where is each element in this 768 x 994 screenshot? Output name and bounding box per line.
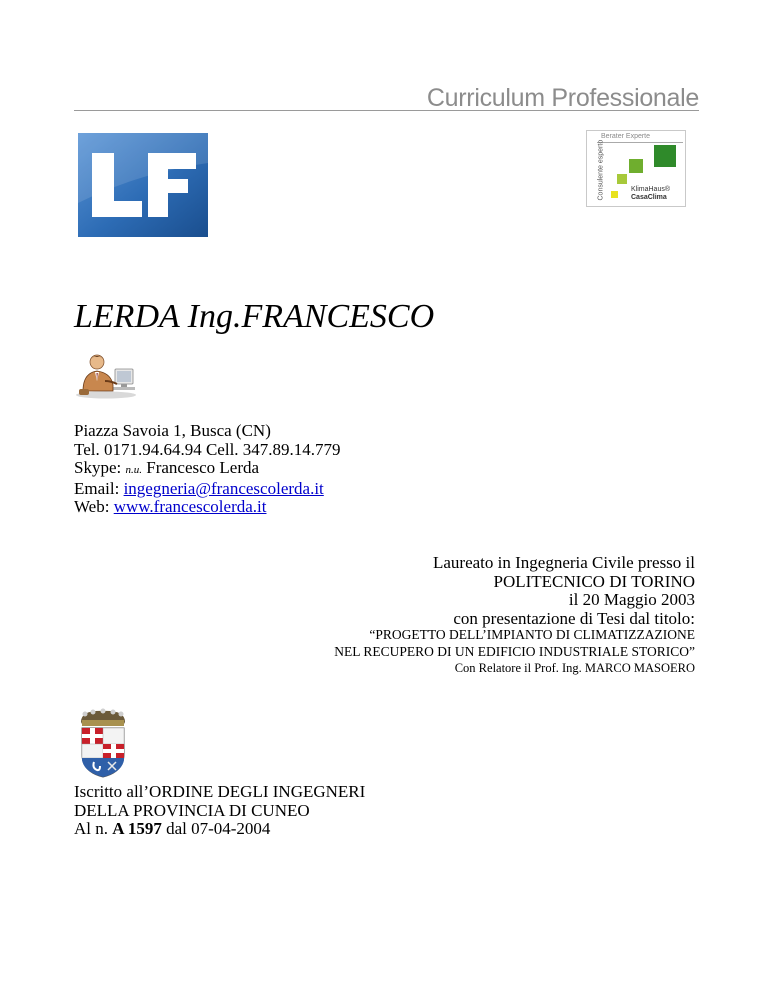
web-line xyxy=(74,498,341,517)
badge-top-text: Berater Experte xyxy=(601,133,651,140)
header-divider xyxy=(74,110,699,111)
web-link[interactable]: www.francescolerda.it xyxy=(113,497,267,516)
person-name: LERDA Ing.FRANCESCO xyxy=(74,298,435,335)
person-at-desk-icon xyxy=(75,351,137,399)
skype-label: Skype: xyxy=(74,458,122,477)
registration-date: dal 07-04-2004 xyxy=(166,819,271,838)
badge-brand-casaclima: CasaClima xyxy=(631,194,667,201)
badge-square-1 xyxy=(611,191,618,198)
registration-block xyxy=(74,783,365,839)
registration-number: A 1597 xyxy=(112,819,162,838)
klimahaus-badge xyxy=(586,130,686,207)
thesis-intro-line: con presentazione di Tesi dal titolo: xyxy=(453,608,695,628)
badge-square-4 xyxy=(654,145,676,167)
web-label: Web: xyxy=(74,497,110,516)
skype-value: Francesco Lerda xyxy=(146,458,260,477)
badge-brand-klimahaus: KlimaHaus® xyxy=(631,186,671,193)
badge-side-text: Consulente esperto xyxy=(597,139,605,201)
skype-note: n.u. xyxy=(125,464,142,476)
address-line: Piazza Savoia 1, Busca (CN) xyxy=(74,421,271,440)
thesis-title-line-1: “PROGETTO DELL’IMPIANTO DI CLIMATIZZAZIONE xyxy=(369,627,695,642)
badge-square-2 xyxy=(617,174,627,184)
badge-square-3 xyxy=(629,159,643,173)
thesis-block xyxy=(334,627,695,677)
email-line xyxy=(74,480,341,499)
university-line: POLITECNICO DI TORINO xyxy=(493,571,695,591)
degree-line: Laureato in Ingegneria Civile presso il xyxy=(433,553,695,572)
phone-line: Tel. 0171.94.64.94 Cell. 347.89.14.779 xyxy=(74,439,341,459)
registration-line-1: Iscritto all’ORDINE DEGLI INGEGNERI xyxy=(74,782,366,801)
document-title: Curriculum Professionale xyxy=(426,84,699,112)
email-label: Email: xyxy=(74,478,120,498)
education-block xyxy=(433,554,695,628)
thesis-title-line-2: NEL RECUPERO DI UN EDIFICIO INDUSTRIALE STORICO” xyxy=(334,643,695,659)
badge-top-divider xyxy=(597,142,683,143)
coat-of-arms-icon xyxy=(78,708,128,778)
lf-logo-icon xyxy=(78,133,208,237)
graduation-date-line: il 20 Maggio 2003 xyxy=(568,590,695,609)
registration-line-3 xyxy=(74,820,365,839)
registration-prefix: Al n. xyxy=(74,819,108,838)
skype-line xyxy=(74,459,341,480)
registration-line-2: DELLA PROVINCIA DI CUNEO xyxy=(74,800,310,820)
contact-block xyxy=(74,422,341,517)
thesis-supervisor-line: Con Relatore il Prof. Ing. MARCO MASOERO xyxy=(454,661,695,675)
email-link[interactable]: ingegneria@francescolerda.it xyxy=(123,478,324,498)
